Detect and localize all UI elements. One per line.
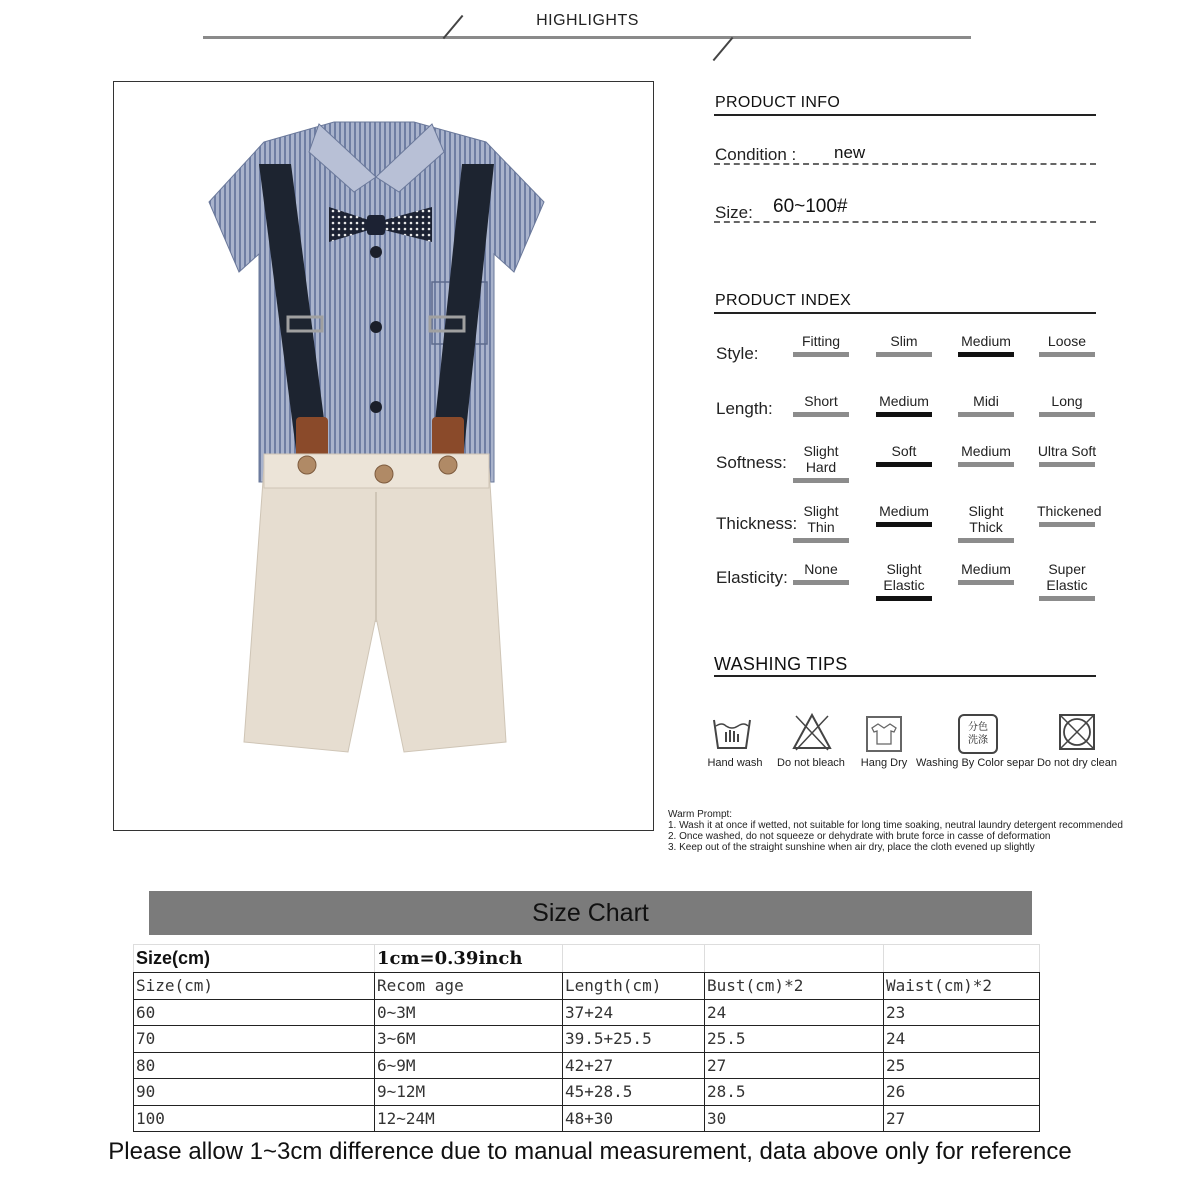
- index-selected-bar: [876, 596, 932, 601]
- index-option-label: Thickened: [1037, 503, 1102, 519]
- index-bar: [1039, 412, 1095, 417]
- index-option-label: Super Elastic: [1046, 561, 1088, 593]
- index-bar: [793, 580, 849, 585]
- condition-label: Condition :: [715, 145, 797, 164]
- index-bar: [876, 352, 932, 357]
- table-cell: 70: [134, 1026, 375, 1053]
- size-value: 60~100#: [773, 196, 848, 217]
- index-option-label: Slight Hard: [803, 443, 839, 475]
- table-cell: 1cm=0.39inch: [375, 945, 563, 973]
- index-option-label: Short: [804, 393, 838, 409]
- outfit-illustration: [114, 82, 654, 831]
- index-bar: [958, 580, 1014, 585]
- index-option: [956, 333, 1016, 357]
- table-cell: Size(cm): [134, 945, 375, 973]
- index-option-label: Slight Thick: [968, 503, 1004, 535]
- table-header: Length(cm): [563, 973, 705, 1000]
- index-bar: [958, 538, 1014, 543]
- table-cell: 90: [134, 1079, 375, 1106]
- index-option: [791, 503, 851, 543]
- index-option: [874, 443, 934, 467]
- table-cell: 45+28.5: [563, 1079, 705, 1106]
- index-selected-bar: [876, 462, 932, 467]
- table-cell: 28.5: [705, 1079, 884, 1106]
- table-header: Size(cm): [134, 973, 375, 1000]
- product-photo: [113, 81, 654, 831]
- index-bar: [793, 478, 849, 483]
- index-option: [956, 443, 1016, 467]
- index-bar: [1039, 462, 1095, 467]
- index-option: [1037, 561, 1097, 601]
- index-option: [956, 503, 1016, 543]
- table-cell: 9~12M: [375, 1079, 563, 1106]
- table-cell: 12~24M: [375, 1105, 563, 1132]
- washing-tips-title: WASHING TIPS: [714, 654, 848, 674]
- table-cell: 100: [134, 1105, 375, 1132]
- warm-prompt-line: 1. Wash it at once if wetted, not suitable for long time soaking, neutral laundry detergent recommended: [668, 820, 1123, 831]
- index-option: [874, 503, 934, 527]
- table-cell: 3~6M: [375, 1026, 563, 1053]
- table-row: [134, 1079, 1040, 1106]
- index-option: [1037, 503, 1102, 527]
- table-row: [134, 1026, 1040, 1053]
- size-chart-title: Size Chart: [149, 891, 1032, 935]
- index-option-label: Loose: [1047, 333, 1087, 349]
- table-cell: 39.5+25.5: [563, 1026, 705, 1053]
- highlights-slash-right: [713, 37, 734, 61]
- table-cell: [884, 945, 1040, 973]
- table-header: Recom age: [375, 973, 563, 1000]
- index-option-label: Slim: [890, 333, 918, 349]
- index-bar: [793, 412, 849, 417]
- index-selected-bar: [876, 412, 932, 417]
- table-cell: 80: [134, 1052, 375, 1079]
- table-row: [134, 1105, 1040, 1132]
- index-option-label: Slight Thin: [803, 503, 839, 535]
- wash-by-color-icon: 分色 洗涤: [958, 714, 998, 754]
- index-selected-bar: [958, 352, 1014, 357]
- no-bleach-label: Do not bleach: [777, 757, 845, 769]
- hand-wash-icon: [712, 712, 752, 752]
- index-option-label: Fitting: [801, 333, 841, 349]
- index-option-label: Soft: [891, 443, 917, 459]
- table-cell: 27: [884, 1105, 1040, 1132]
- index-option: [791, 333, 851, 357]
- index-option: [791, 561, 851, 585]
- index-option-label: Medium: [961, 443, 1011, 459]
- highlights-divider: [203, 36, 971, 39]
- condition-value: new: [834, 143, 866, 162]
- index-option-label: Medium: [961, 561, 1011, 577]
- index-bar: [793, 352, 849, 357]
- table-cell: 0~3M: [375, 999, 563, 1026]
- index-label: Elasticity:: [716, 568, 788, 587]
- table-cell: 26: [884, 1079, 1040, 1106]
- condition-dash: [714, 163, 1096, 165]
- index-option: [874, 333, 934, 357]
- table-cell: [705, 945, 884, 973]
- warm-prompt-line: 3. Keep out of the straight sunshine when air dry, place the cloth evened up slightly: [668, 842, 1035, 853]
- hang-dry-icon: [864, 714, 904, 754]
- table-row: [134, 999, 1040, 1026]
- index-option: [874, 561, 934, 601]
- warm-prompt-title: Warm Prompt:: [668, 809, 733, 820]
- index-option-label: Medium: [879, 503, 929, 519]
- product-index-rule: [714, 312, 1096, 314]
- product-info-title: PRODUCT INFO: [715, 94, 841, 111]
- index-option-label: Medium: [879, 393, 929, 409]
- size-chart-table: [133, 944, 1040, 1132]
- index-option: [791, 443, 851, 483]
- size-dash: [714, 221, 1096, 223]
- table-cell: [563, 945, 705, 973]
- index-option-label: Medium: [961, 333, 1011, 349]
- table-cell: 60: [134, 999, 375, 1026]
- warm-prompt-line: 2. Once washed, do not squeeze or dehydrate with brute force in casse of deformation: [668, 831, 1051, 842]
- table-cell: 42+27: [563, 1052, 705, 1079]
- index-option-label: Midi: [973, 393, 999, 409]
- table-header: Bust(cm)*2: [705, 973, 884, 1000]
- index-bar: [793, 538, 849, 543]
- table-cell: 24: [884, 1026, 1040, 1053]
- table-cell: 25.5: [705, 1026, 884, 1053]
- table-cell: 48+30: [563, 1105, 705, 1132]
- index-option: [1037, 333, 1097, 357]
- index-bar: [1039, 596, 1095, 601]
- table-header: Waist(cm)*2: [884, 973, 1040, 1000]
- table-row: [134, 1052, 1040, 1079]
- size-label: Size:: [715, 203, 753, 222]
- table-cell: 23: [884, 999, 1040, 1026]
- index-option: [1037, 443, 1097, 467]
- index-option: [874, 393, 934, 417]
- index-option: [956, 393, 1016, 417]
- table-cell: 6~9M: [375, 1052, 563, 1079]
- table-cell: 25: [884, 1052, 1040, 1079]
- index-label: Thickness:: [716, 514, 798, 533]
- index-option-label: Ultra Soft: [1037, 443, 1097, 459]
- table-cell: 24: [705, 999, 884, 1026]
- index-option: [956, 561, 1016, 585]
- index-option-label: None: [804, 561, 838, 577]
- product-info-rule: [714, 114, 1096, 116]
- index-option: [791, 393, 851, 417]
- index-option-label: Slight Elastic: [883, 561, 925, 593]
- table-cell: 27: [705, 1052, 884, 1079]
- index-option-label: Long: [1051, 393, 1083, 409]
- measurement-note: Please allow 1~3cm difference due to manual measurement, data above only for reference: [108, 1138, 1072, 1165]
- no-bleach-icon: [792, 712, 832, 752]
- table-cell: 30: [705, 1105, 884, 1132]
- product-index-title: PRODUCT INDEX: [715, 292, 852, 309]
- wash-by-color-label: Washing By Color separ: [916, 757, 1035, 769]
- table-row: [134, 945, 1040, 973]
- table-header-row: [134, 973, 1040, 1000]
- hang-dry-label: Hang Dry: [860, 757, 908, 769]
- no-dry-clean-label: Do not dry clean: [1036, 757, 1118, 769]
- index-label: Length:: [716, 399, 773, 418]
- table-cell: 37+24: [563, 999, 705, 1026]
- washing-tips-rule: [714, 675, 1096, 677]
- hand-wash-label: Hand wash: [707, 757, 763, 769]
- index-selected-bar: [876, 522, 932, 527]
- no-dry-clean-icon: [1057, 712, 1097, 752]
- warm-prompt: [668, 809, 1123, 853]
- index-bar: [1039, 522, 1095, 527]
- index-option: [1037, 393, 1097, 417]
- index-label: Softness:: [716, 453, 787, 472]
- index-label: Style:: [716, 344, 759, 363]
- index-bar: [1039, 352, 1095, 357]
- highlights-title: HIGHLIGHTS: [536, 12, 639, 29]
- index-bar: [958, 462, 1014, 467]
- index-bar: [958, 412, 1014, 417]
